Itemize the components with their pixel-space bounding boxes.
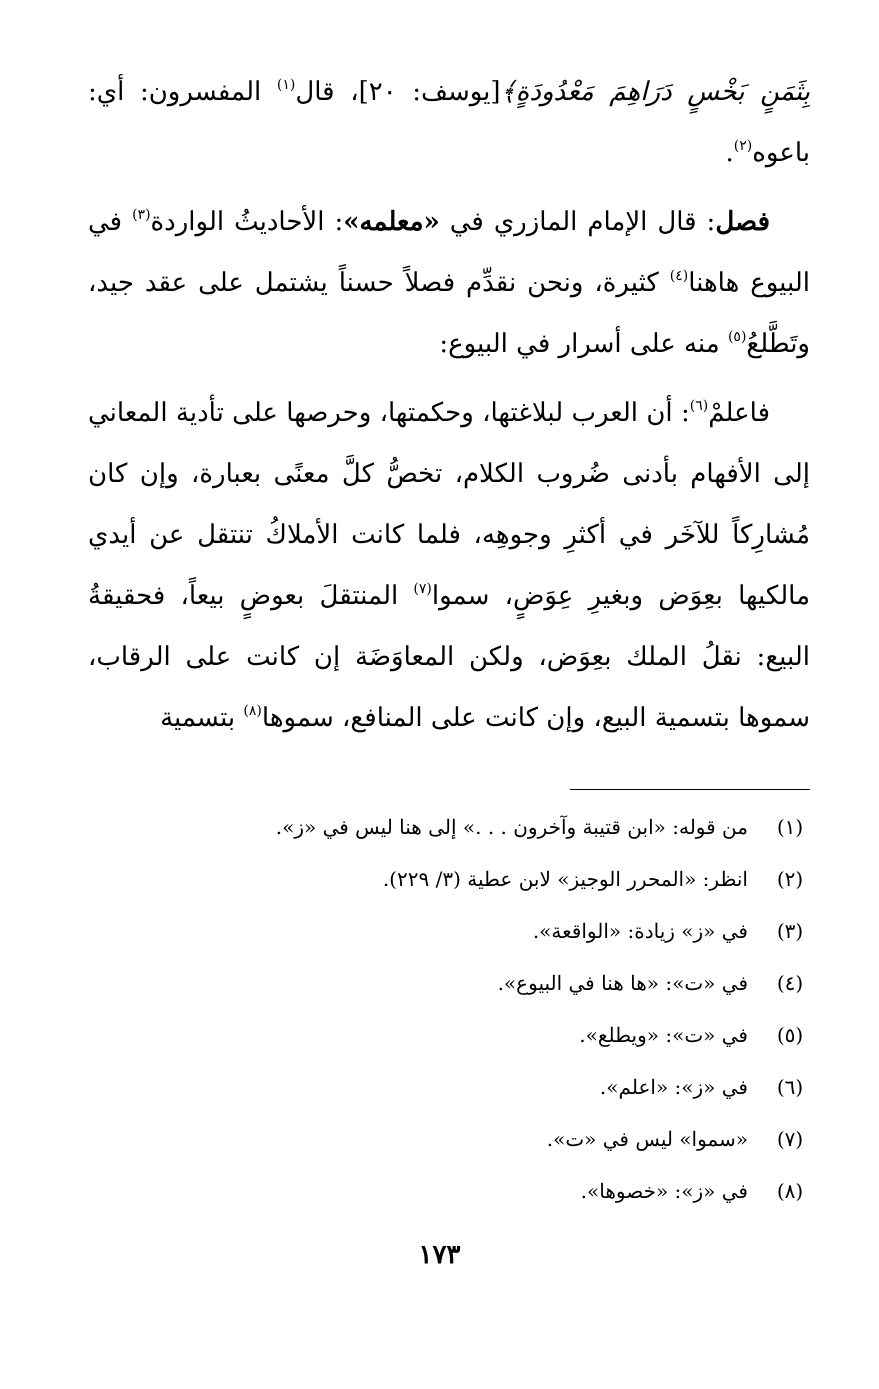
main-text xyxy=(88,62,810,749)
text-run: كثيرة، ونحن نقدِّم فصلاً حسناً يشتمل على عقد جيد، وتَطَّلعُ xyxy=(88,268,810,359)
footnote-marker: (٦) xyxy=(689,397,709,414)
paragraph-fasl xyxy=(88,192,810,375)
footnote-text: «سموا» ليس في «ت». xyxy=(546,1127,748,1151)
footnote-number: (٨) xyxy=(776,1179,804,1203)
section-heading: فصل xyxy=(715,207,770,237)
text-run: منه على أسرار في البيوع: xyxy=(439,329,728,359)
footnote-marker: (٨) xyxy=(243,702,262,719)
footnote xyxy=(88,909,810,961)
quran-verse: بِثَمَنٍ بَخْسٍ دَرَاهِمَ مَعْدُودَةٍ﴾ xyxy=(500,77,810,107)
footnote-number: (٢) xyxy=(776,867,804,891)
footnote-number: (٤) xyxy=(776,971,804,995)
book-title: «معلمه» xyxy=(343,207,440,237)
verse-reference: [يوسف: ٢٠]، قال xyxy=(295,77,501,107)
text-run: في البيوع هاهنا xyxy=(88,207,810,298)
footnote-marker: (٧) xyxy=(413,580,432,597)
footnote-number: (٦) xyxy=(776,1075,804,1099)
footnote-marker: (٥) xyxy=(727,328,747,345)
footnote-text: في «ت»: «ويطلع». xyxy=(579,1023,748,1047)
footnote xyxy=(88,805,810,857)
footnote-number: (٣) xyxy=(776,919,804,943)
footnote xyxy=(88,1169,810,1221)
footnote xyxy=(88,1065,810,1117)
text-run: : الأحاديثُ الواردة xyxy=(150,207,344,237)
footnote-number: (١) xyxy=(776,815,804,839)
footnote-number: (٧) xyxy=(776,1127,804,1151)
text-run: بتسمية xyxy=(160,703,244,733)
footnote xyxy=(88,857,810,909)
page-number: ١٧٣ xyxy=(418,1240,461,1270)
footnote-text: في «ت»: «ها هنا في البيوع». xyxy=(497,971,748,995)
text-run: : أن العرب لبلاغتها، وحكمتها، وحرصها على تأدية المعاني إلى الأفهام بأدنى ضُروب الكلام، تخصُّ كلَّ معنًى بعبارة، وإن كان مُشارِكاً للآخَر في أكثرِ وجوهِه، فلما كانت الأملاكُ تنتقل عن أيدي مالكيها بعِوَض وبغيرِ عِوَضٍ، سموا xyxy=(88,398,811,611)
footnote-text: في «ز»: «خصوها». xyxy=(580,1179,748,1203)
text-run: : قال الإمام المازري في xyxy=(439,207,716,237)
footnote-marker: (٤) xyxy=(669,267,689,284)
text-run: المفسرون: أي: باعوه xyxy=(88,77,810,168)
footnote-text: انظر: «المحرر الوجيز» لابن عطية (٣/ ٢٢٩). xyxy=(382,867,748,891)
footnote-text: في «ز»: «اعلم». xyxy=(599,1075,748,1099)
text-run: فاعلمْ xyxy=(708,398,770,428)
footnote-text: من قوله: «ابن قتيبة وآخرون . . .» إلى هنا ليس في «ز». xyxy=(275,815,748,839)
footnote-divider xyxy=(570,789,810,790)
paragraph-continuation xyxy=(88,62,810,184)
footnotes xyxy=(88,805,810,1221)
footnote-number: (٥) xyxy=(776,1023,804,1047)
text-run: المنتقلَ بعوضٍ بيعاً، فحقيقةُ البيع: نقلُ الملك بعِوَض، ولكن المعاوَضَة إن كانت على الرقاب، سموها بتسمية البيع، وإن كانت على المنافع، سموها xyxy=(88,581,810,733)
footnote xyxy=(88,1013,810,1065)
footnote-text: في «ز» زيادة: «الواقعة». xyxy=(532,919,748,943)
footnote xyxy=(88,1117,810,1169)
footnote-marker: (١) xyxy=(276,76,296,93)
footnote-marker: (٢) xyxy=(733,137,753,154)
footnote-marker: (٣) xyxy=(132,206,151,223)
paragraph-bay xyxy=(88,383,810,749)
footnote xyxy=(88,961,810,1013)
text-run: . xyxy=(725,138,734,168)
